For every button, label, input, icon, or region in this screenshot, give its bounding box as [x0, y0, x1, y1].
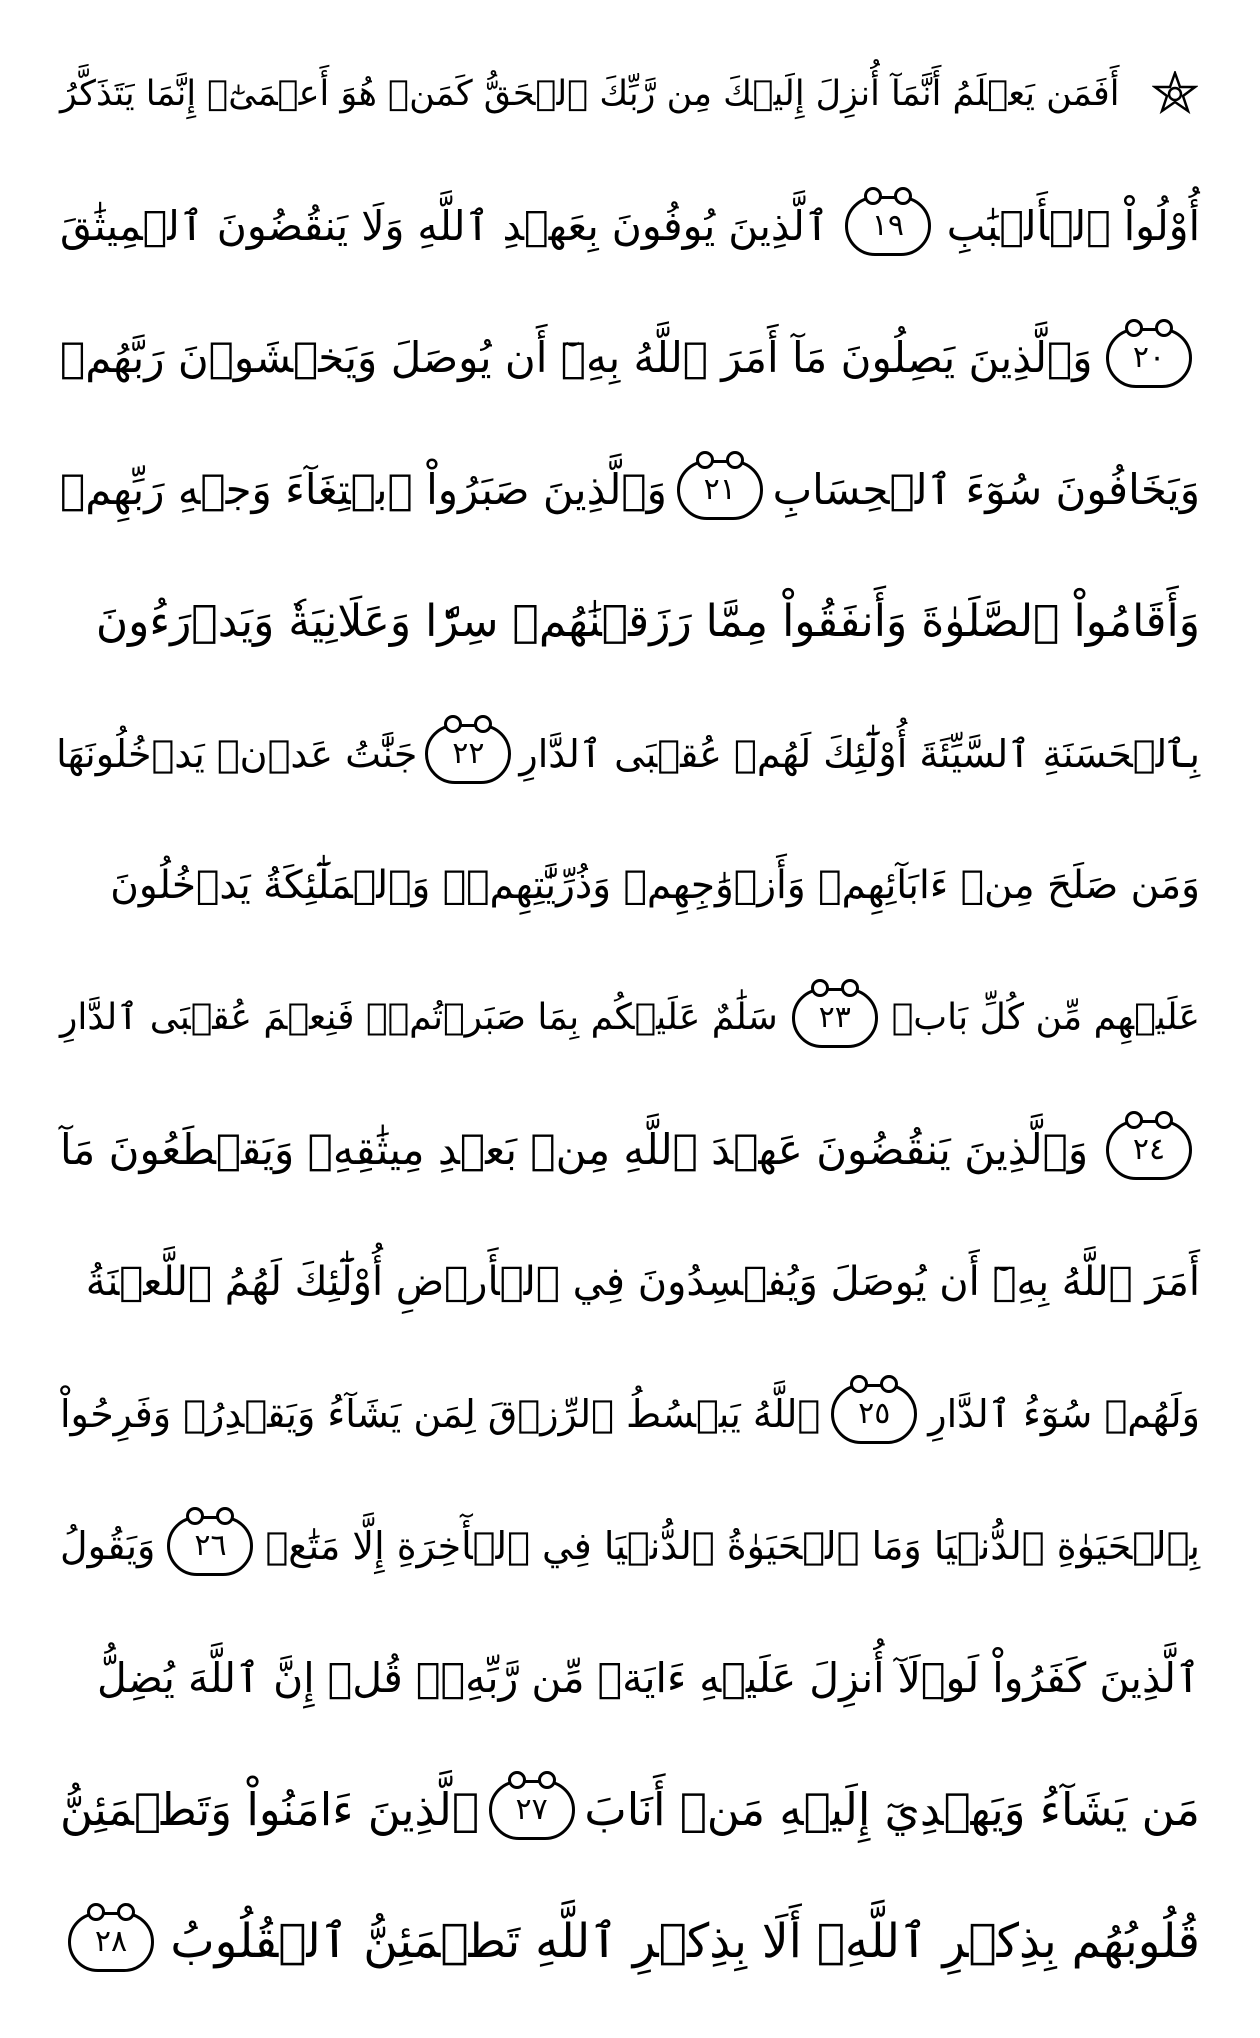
verse-text: عَلَيۡهِم مِّن كُلِّ بَابٖ: [891, 997, 1200, 1038]
verse-line: [60, 292, 1200, 424]
verse-text: جَنَّٰتُ عَدۡنٖ يَدۡخُلُونَهَا: [56, 732, 418, 776]
ayah-number-marker: ٢٨: [68, 1912, 154, 1972]
ayah-number-marker: ٢٧: [489, 1780, 575, 1840]
ayah-number-marker: ٢٦: [167, 1516, 253, 1576]
verse-text: ٱلَّذِينَ ءَامَنُواْ وَتَطۡمَئِنُّ: [60, 1783, 479, 1836]
verse-line: [60, 28, 1200, 160]
ayah-number-marker: ١٩: [845, 196, 931, 256]
verse-text: وَٱلَّذِينَ يَصِلُونَ مَآ أَمَرَ ٱللَّهُ بِهِۦٓ أَن يُوصَلَ وَيَخۡشَوۡنَ رَبَّهُمۡ: [60, 333, 1093, 382]
ayah-number-marker: ٢٢: [425, 724, 511, 784]
verse-lines: [56, 28, 1200, 2018]
verse-line: [60, 1480, 1200, 1612]
verse-text: قُلُوبُهُم بِذِكۡرِ ٱللَّهِۗ أَلَا بِذِكۡرِ ٱللَّهِ تَطۡمَئِنُّ ٱلۡقُلُوبُ: [170, 1914, 1200, 1969]
verse-text: بِٱلۡحَيَوٰةِ ٱلدُّنۡيَا وَمَا ٱلۡحَيَوٰةُ ٱلدُّنۡيَا فِي ٱلۡأٓخِرَةِ إِلَّا مَتَٰعٞ: [265, 1524, 1200, 1568]
verse-text: بِٱلۡحَسَنَةِ ٱلسَّيِّئَةَ أُوْلَٰٓئِكَ لَهُمۡ عُقۡبَى ٱلدَّارِ: [519, 732, 1200, 776]
sajdah-star-icon: [1150, 69, 1200, 119]
verse-text: وَيَقُولُ: [60, 1524, 156, 1568]
verse-line: [60, 1084, 1200, 1216]
verse-text: أَمَرَ ٱللَّهُ بِهِۦٓ أَن يُوصَلَ وَيُفۡسِدُونَ فِي ٱلۡأَرۡضِ أُوْلَٰٓئِكَ لَهُمُ ٱللَّعۡنَةُ: [85, 1259, 1200, 1305]
verse-line: [60, 424, 1200, 556]
ayah-number-marker: ٢٥: [831, 1384, 917, 1444]
verse-text: وَيَخَافُونَ سُوٓءَ ٱلۡحِسَابِ: [772, 465, 1200, 514]
ayah-number-marker: ٢٠: [1106, 328, 1192, 388]
verse-text: ٱلَّذِينَ يُوفُونَ بِعَهۡدِ ٱللَّهِ وَلَا يَنقُضُونَ ٱلۡمِيثَٰقَ: [60, 202, 829, 250]
verse-line: [60, 1876, 1200, 2008]
verse-line: [60, 1348, 1200, 1480]
verse-text: ٱللَّهُ يَبۡسُطُ ٱلرِّزۡقَ لِمَن يَشَآءُ وَيَقۡدِرُۚ وَفَرِحُواْ: [60, 1392, 821, 1436]
verse-text: وَلَهُمۡ سُوٓءُ ٱلدَّارِ: [928, 1392, 1200, 1436]
verse-text: وَأَقَامُواْ ٱلصَّلَوٰةَ وَأَنفَقُواْ مِمَّا رَزَقۡنَٰهُمۡ سِرّٗا وَعَلَانِيَةٗ وَيَدۡرَءُونَ: [95, 596, 1200, 647]
verse-text: أُوْلُواْ ٱلۡأَلۡبَٰبِ: [946, 202, 1200, 250]
verse-line: [56, 688, 1200, 820]
verse-text: وَٱلَّذِينَ صَبَرُواْ ٱبۡتِغَآءَ وَجۡهِ رَبِّهِمۡ: [60, 465, 667, 514]
verse-text: سَلَٰمٌ عَلَيۡكُم بِمَا صَبَرۡتُمۡۚ فَنِعۡمَ عُقۡبَى ٱلدَّارِ: [60, 997, 778, 1038]
verse-line: [60, 1744, 1200, 1876]
verse-text: ٱلَّذِينَ كَفَرُواْ لَوۡلَآ أُنزِلَ عَلَيۡهِ ءَايَةٞ مِّن رَّبِّهِۦۚ قُلۡ إِنَّ ٱللَّهَ يُضِلُّ: [96, 1654, 1200, 1702]
verse-line: [60, 952, 1200, 1084]
verse-text: وَمَن صَلَحَ مِنۡ ءَابَآئِهِمۡ وَأَزۡوَٰجِهِمۡ وَذُرِّيَّٰتِهِمۡۖ وَٱلۡمَلَٰٓئِكَةُ يَدۡخُلُونَ: [110, 863, 1200, 908]
verse-line: [60, 160, 1200, 292]
ayah-number-marker: ٢٤: [1106, 1120, 1192, 1180]
verse-text: وَٱلَّذِينَ يَنقُضُونَ عَهۡدَ ٱللَّهِ مِنۢ بَعۡدِ مِيثَٰقِهِۦ وَيَقۡطَعُونَ مَآ: [60, 1125, 1089, 1174]
ayah-number-marker: ٢١: [677, 460, 763, 520]
verse-line: [60, 556, 1200, 688]
verse-line: [60, 1216, 1200, 1348]
verse-line: [60, 820, 1200, 952]
verse-text: أَفَمَن يَعۡلَمُ أَنَّمَآ أُنزِلَ إِلَيۡكَ مِن رَّبِّكَ ٱلۡحَقُّ كَمَنۡ هُوَ أَعۡمَىٰٓۚ إِنَّمَا يَتَذَكَّرُ: [60, 74, 1120, 114]
verse-text: مَن يَشَآءُ وَيَهۡدِيٓ إِلَيۡهِ مَنۡ أَنَابَ: [584, 1783, 1200, 1836]
verse-line: [60, 1612, 1200, 1744]
ayah-number-marker: ٢٣: [792, 988, 878, 1048]
